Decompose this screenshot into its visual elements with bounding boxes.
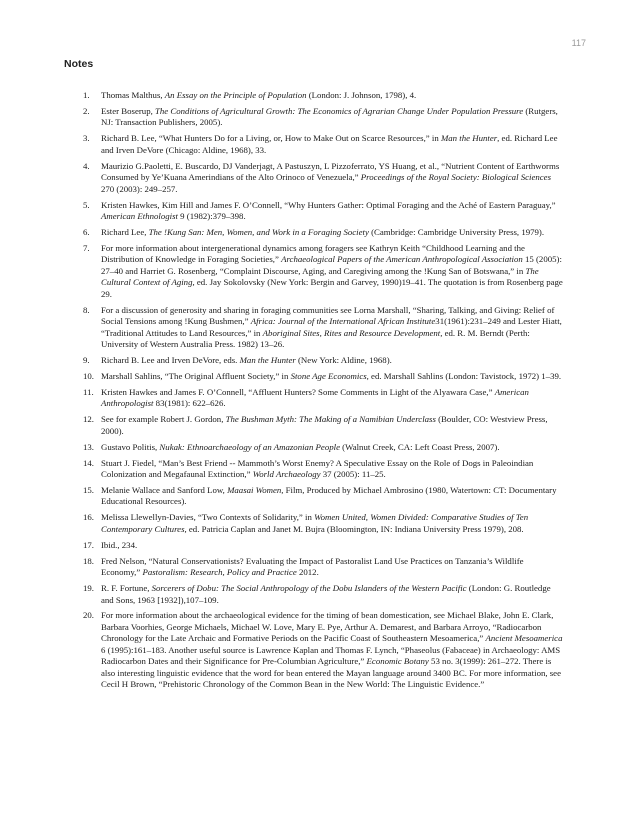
note-number: 2.: [83, 105, 90, 116]
note-number: 8.: [83, 304, 90, 315]
note-text: [101, 512, 564, 535]
note-title-italic: Proceedings of the Royal Society: Biological Sciences: [360, 172, 552, 183]
note-text-segment: 83(1981): 622–626.: [153, 398, 226, 409]
note-text-segment: Richard B. Lee, “What Hunters Do for a Living, or, How to Make Out on Scarce Resources,” in: [101, 133, 441, 144]
note-number: 12.: [83, 414, 94, 425]
note-text: [101, 133, 564, 156]
note-item: [64, 200, 564, 223]
note-item: [64, 583, 564, 606]
note-item: [64, 161, 564, 196]
note-text-segment: 53 no. 3(1999): 261–272. There is also interesting linguistic evidence that the word for bean entered the Mayan language around 3400 BC. For more information, see Cecil H Brown, “Prehistoric Chronology of the Common Bean in the New World: The Linguistic Evidence.”: [101, 656, 561, 690]
note-item: [64, 610, 564, 691]
note-text-segment: For more information about intergenerational dynamics among foragers see Kathryn Keith “Childhood Learning and the Distribution of Knowledge in Foraging Societies,”: [101, 242, 525, 265]
page-number: 117: [571, 38, 586, 48]
notes-list: [64, 90, 564, 695]
note-number: 15.: [83, 484, 94, 495]
note-text-segment: Richard Lee,: [101, 226, 149, 237]
note-text: [101, 540, 564, 552]
note-text-segment: Ester Boserup,: [101, 105, 155, 116]
note-text-segment: Melissa Llewellyn-Davies, “Two Contexts of Solidarity,” in: [101, 512, 315, 523]
note-text: [101, 583, 564, 606]
note-text: [101, 458, 564, 481]
note-text: [101, 387, 564, 410]
note-text: [101, 414, 564, 437]
note-title-italic: Women United, Women Divided: Comparative Studies of Ten Contemporary Cultures: [101, 512, 529, 534]
note-item: [64, 133, 564, 156]
note-text: [101, 355, 564, 367]
note-title-italic: Sorcerers of Dobu: The Social Anthropology of the Dobu Islanders of the Western Pacific: [151, 583, 467, 594]
note-number: 16.: [83, 512, 94, 523]
note-text-segment: Kristen Hawkes, Kim Hill and James F. O’Connell, “Why Hunters Gather: Optimal Foraging and the Aché of Eastern Paraguay,”: [101, 199, 556, 210]
note-text-segment: 37 (2005): 11–25.: [320, 469, 386, 480]
note-text-segment: For more information about the archaeological evidence for the timing of bean domestication, see Michael Blake, John E. Clark, Barbara Voorhies, George Michaels, Michael W. Love, Mary E. Pye, Arthur A. Demarest, and Barbara Arroyo, “Radiocarbon Chronology for the Late Archaic and Formative Periods on the Pacific Coast of Southeastern Mesoamerica,”: [101, 610, 554, 644]
note-number: 6.: [83, 226, 90, 237]
note-text: [101, 227, 564, 239]
note-text-segment: (Boulder, CO: Westview Press, 2000).: [101, 414, 548, 436]
note-text: [101, 90, 564, 102]
note-number: 3.: [83, 133, 90, 144]
note-text-segment: See for example Robert J. Gordon,: [101, 414, 226, 425]
note-item: [64, 442, 564, 454]
note-text-segment: , ed. Patricia Caplan and Janet M. Bujra (Bloomington, IN: Indiana University Press 1979), 208.: [184, 523, 524, 534]
note-text-segment: Maurizio G.Paoletti, E. Buscardo, DJ Vanderjagt, A Pastuszyn, L Pizzoferrato, YS Huang, et al., “Nutrient Content of Earthworms Consumed by Ye’Kuana Amerindians of the Alto Orinoco of Venezuela,”: [101, 160, 560, 183]
note-title-italic: Man the Hunter: [239, 355, 296, 366]
note-item: [64, 355, 564, 367]
note-number: 17.: [83, 539, 94, 550]
note-title-italic: Man the Hunter: [440, 133, 498, 144]
note-title-italic: Stone Age Economics: [290, 371, 367, 382]
note-text-segment: 6 (1995):161–183. Another useful source is Lawrence Kaplan and Thomas F. Lynch, “Phaseolus (Fabaceae) in Archaeology: AMS Radiocarbon Dates and their Significance for Pre-Columbian Agriculture,”: [101, 644, 561, 667]
note-number: 5.: [83, 199, 90, 210]
note-item: [64, 512, 564, 535]
note-text: [101, 556, 564, 579]
note-title-italic: The Bushman Myth: The Making of a Namibian Underclass: [225, 414, 436, 425]
note-text-segment: For a discussion of generosity and sharing in foraging communities see Lorna Marshall, “Sharing, Talking, and Giving: Relief of Social Tensions among !Kung Bushmen,”: [101, 304, 555, 327]
note-item: [64, 243, 564, 301]
notes-heading: Notes: [64, 58, 94, 70]
note-text: [101, 243, 564, 301]
note-item: [64, 556, 564, 579]
note-title-italic: World Archaeology: [252, 469, 321, 480]
note-item: [64, 90, 564, 102]
note-text-segment: 15 (2005): 27–40 and Harriet G. Rosenberg, “Complaint Discourse, Aging, and Caregiving among the !Kung San of Botswana,” in: [101, 254, 562, 276]
note-item: [64, 227, 564, 239]
note-title-italic: The Conditions of Agricultural Growth: The Economics of Agrarian Change Under Population Pressure: [155, 105, 524, 116]
note-item: [64, 371, 564, 383]
note-title-italic: Africa: Journal of the International African Institute: [250, 316, 436, 327]
note-text-segment: Ibid., 234.: [101, 539, 138, 550]
note-text-segment: Fred Nelson, “Natural Conservationists? Evaluating the Impact of Pastoralist Land Use Practices on Tanzania’s Wildlife Economy,”: [101, 555, 524, 578]
note-title-italic: Pastoralism: Research, Policy and Practice: [142, 567, 297, 578]
note-item: [64, 387, 564, 410]
note-title-italic: An Essay on the Principle of Population: [164, 90, 307, 100]
note-number: 10.: [83, 371, 94, 382]
note-number: 20.: [83, 610, 94, 621]
note-text-segment: Richard B. Lee and Irven DeVore, eds.: [101, 355, 240, 366]
note-title-italic: The !Kung San: Men, Women, and Work in a Foraging Society: [148, 226, 369, 237]
note-number: 9.: [83, 355, 90, 366]
note-text: [101, 485, 564, 508]
note-text: [101, 610, 564, 691]
note-title-italic: Nukak: Ethnoarchaeology of an Amazonian People: [159, 441, 340, 452]
note-text-segment: 2012.: [296, 567, 319, 578]
note-text-segment: Melanie Wallace and Sanford Low,: [101, 484, 228, 495]
note-title-italic: Ancient Mesoamerica: [485, 633, 563, 644]
note-text-segment: , ed. R. M. Berndt (Perth: University of Western Australia Press. 1982) 13–26.: [101, 327, 530, 350]
note-text-segment: 9 (1982):379–398.: [177, 211, 246, 222]
note-number: 14.: [83, 457, 94, 468]
note-text-segment: Gustavo Politis,: [101, 441, 160, 452]
note-text: [101, 200, 564, 223]
note-text-segment: Marshall Sahlins, “The Original Affluent Society,” in: [101, 371, 291, 382]
note-text-segment: , ed. Richard Lee and Irven DeVore (Chicago: Aldine, 1968), 33.: [101, 133, 558, 155]
note-title-italic: The Cultural Context of Aging: [101, 265, 539, 288]
note-text-segment: 31(1961):231–249 and Lester Hiatt, “Traditional Attitudes to Land Resources,” in: [101, 316, 562, 338]
note-number: 13.: [83, 441, 94, 452]
note-item: [64, 414, 564, 437]
note-item: [64, 458, 564, 481]
note-item: [64, 106, 564, 129]
note-text: [101, 442, 564, 454]
note-title-italic: Economic Botany: [366, 656, 429, 667]
note-text: [101, 106, 564, 129]
note-text-segment: (Walnut Creek, CA: Left Coast Press, 2007).: [339, 441, 500, 452]
note-number: 19.: [83, 583, 94, 594]
note-item: [64, 305, 564, 351]
note-number: 4.: [83, 160, 90, 171]
note-text-segment: Stuart J. Fiedel, “Man’s Best Friend -- Mammoth’s Worst Enemy? A Speculative Essay on the Role of Dogs in Paleoindian Colonization and Megafaunal Extinction,”: [101, 457, 534, 480]
note-text-segment: , ed. Marshall Sahlins (London: Tavistock, 1972) 1–39.: [366, 371, 562, 382]
note-title-italic: American Anthropologist: [101, 386, 529, 409]
note-text-segment: , ed. Jay Sokolovsky (New York: Bergin and Garvey, 1990)19–41. The quotation is from Rosenberg page 29.: [101, 277, 563, 299]
note-text-segment: (New York: Aldine, 1968).: [295, 355, 392, 366]
note-title-italic: Maasai Women: [227, 484, 282, 495]
note-text-segment: , Film, Produced by Michael Ambrosino (1980, Watertown: CT: Documentary Educational Resources).: [101, 484, 557, 507]
note-text-segment: Thomas Malthus,: [101, 90, 165, 100]
note-title-italic: American Ethnologist: [101, 211, 178, 222]
note-text-segment: 270 (2003): 249–257.: [101, 183, 178, 194]
note-text-segment: R. F. Fortune,: [101, 583, 152, 594]
note-number: 18.: [83, 555, 94, 566]
note-item: [64, 485, 564, 508]
note-item: [64, 540, 564, 552]
note-text-segment: Kristen Hawkes and James F. O’Connell, “Affluent Hunters? Some Comments in Light of the Alyawara Case,”: [101, 386, 495, 397]
note-text-segment: (London: G. Routledge and Sons, 1963 [1932]),107–109.: [101, 583, 551, 605]
note-text: [101, 371, 564, 383]
note-title-italic: Archaeological Papers of the American Anthropological Association: [281, 254, 523, 265]
note-number: 1.: [83, 90, 90, 100]
note-number: 11.: [83, 386, 94, 397]
note-title-italic: Aboriginal Sites, Rites and Resource Development: [262, 327, 441, 338]
note-text-segment: (London: J. Johnson, 1798), 4.: [306, 90, 417, 100]
note-number: 7.: [83, 242, 90, 253]
note-text-segment: (Cambridge: Cambridge University Press, 1979).: [368, 226, 545, 237]
note-text: [101, 161, 564, 196]
note-text-segment: (Rutgers, NJ: Transaction Publishers, 2005).: [101, 105, 558, 128]
note-text: [101, 305, 564, 351]
